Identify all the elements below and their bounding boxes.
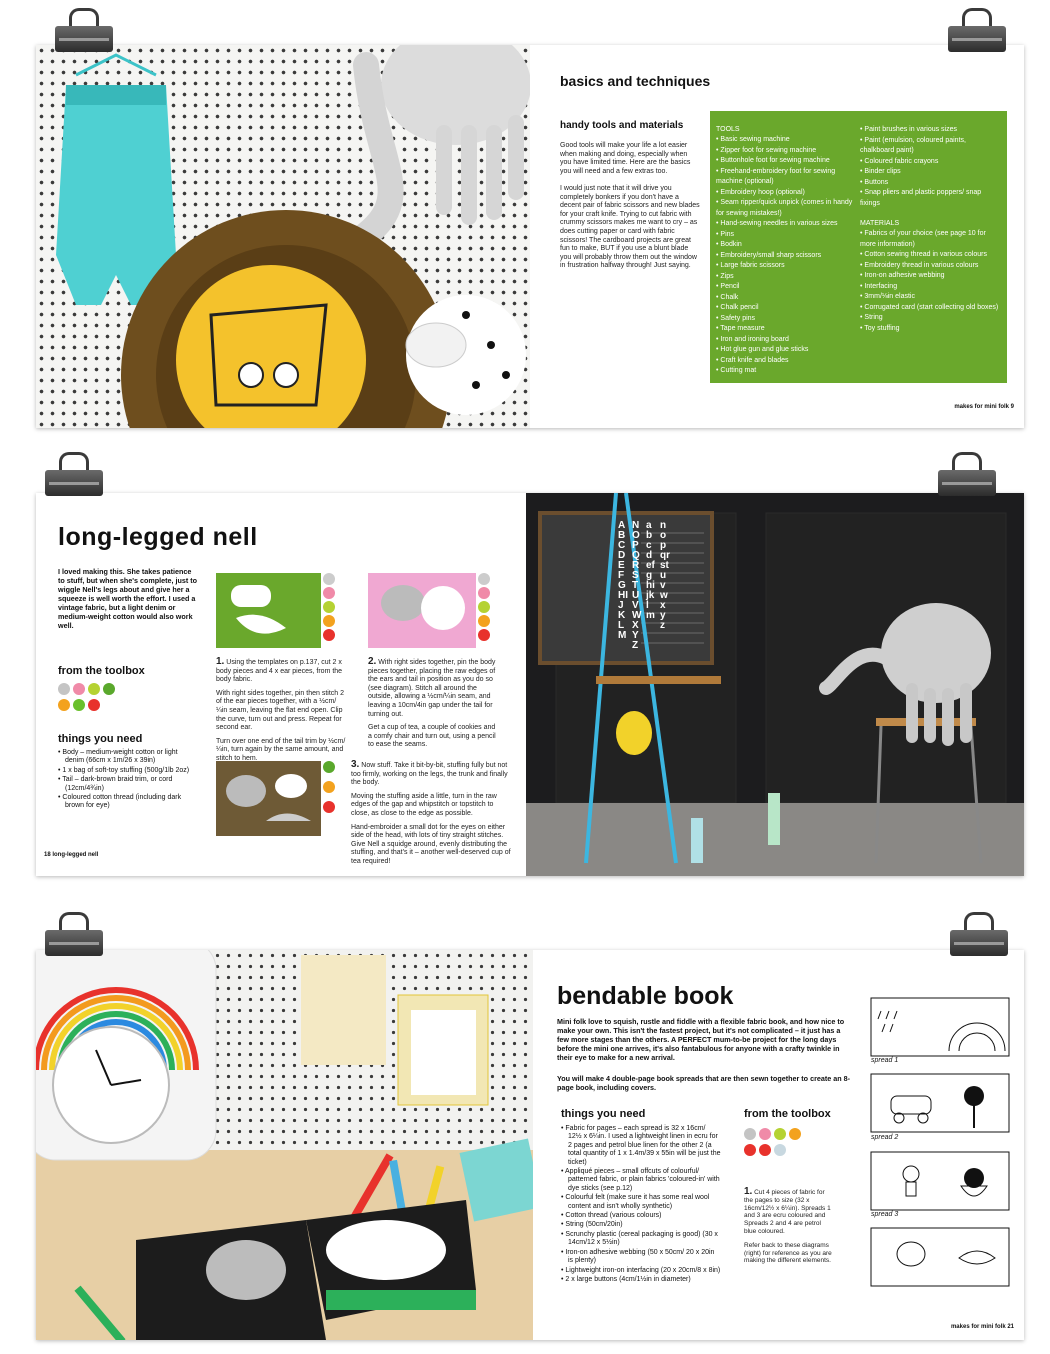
- chalk-column-4: nopqrstuvwxyz: [660, 520, 670, 631]
- spread-basics-and-techniques: [36, 45, 1024, 428]
- list-item: • Cutting mat: [716, 366, 856, 377]
- step-1: 1. Cut 4 pieces of fabric for the pages to size (32 x 16cm/12½ x 6¼in). Spreads 1 and 3 are ecru coloured and Spreads 2 and 4 are petrol blue coloured. Refer back to these diagrams (right) for reference as you are making the different elements.: [744, 1186, 832, 1265]
- page-bendable-book: [533, 950, 1024, 1340]
- intro-paragraph: Mini folk love to squish, rustle and fiddle with a flexible fabric book, and how nice to make your own. This isn't the fastest project, but it's not complicated – it just has a few more stages than the others. A PERFECT mum-to-be project for the long days before the mini one arrives, it's also fantabulous for anyone with a crafty twinkle in their eye to make for a new arrival.: [557, 1017, 845, 1062]
- tools-heading: TOOLS: [716, 126, 740, 133]
- section-heading: handy tools and materials: [560, 120, 684, 131]
- page-footer: 18 long-legged nell: [44, 852, 99, 858]
- list-item: • Embroidery/small sharp scissors: [716, 251, 856, 262]
- spread-diagrams: [869, 996, 1013, 1296]
- leaf-icon: [103, 683, 115, 695]
- list-item: • Chalk: [716, 293, 856, 304]
- list-item: • Buttonhole foot for sewing machine: [716, 156, 856, 167]
- binder-clip-left-3: [45, 912, 103, 957]
- spread-label-3: spread 3: [871, 1211, 899, 1218]
- intro-paragraph: I loved making this. She takes patience to stuff, but when she's complete, just to wiggle Nell's legs about and give her a squeeze is well worth the effort. I used a vintage fabric, but a light denim or medium-weight cotton would also work well.: [58, 567, 198, 630]
- list-item: • Corrugated card (start collecting old boxes): [860, 303, 1000, 314]
- list-item: • Lightweight iron-on interfacing (20 x 20cm/8 x 8in): [561, 1267, 721, 1275]
- list-item: • Coloured cotton thread (including dark brown for eye): [58, 794, 198, 811]
- page-title: basics and techniques: [560, 73, 711, 89]
- list-item: • Zipper foot for sewing machine: [716, 146, 856, 157]
- list-item: • Freehand-embroidery foot for sewing machine (optional): [716, 167, 856, 188]
- page-footer: makes for mini folk 9: [954, 404, 1014, 410]
- tools-box: [710, 111, 1007, 383]
- list-item: • Pins: [716, 230, 856, 241]
- toolbox-heading: from the toolbox: [744, 1108, 831, 1120]
- list-item: • Tape measure: [716, 324, 856, 335]
- list-item: • Iron and ironing board: [716, 335, 856, 346]
- photo-illustration: [36, 45, 530, 428]
- list-item: • Coloured fabric crayons: [860, 157, 1000, 168]
- list-item: • Fabrics of your choice (see page 10 for more information): [860, 229, 1000, 250]
- list-item: • Hot glue gun and glue sticks: [716, 345, 856, 356]
- tools-list: [716, 135, 856, 377]
- list-item: • Safety pins: [716, 314, 856, 325]
- list-item: • Paint brushes in various sizes: [860, 125, 1000, 136]
- pin-icon: [759, 1144, 771, 1156]
- spread-label-2: spread 2: [871, 1134, 899, 1141]
- star-icon: [774, 1144, 786, 1156]
- pin-icon: [88, 699, 100, 711]
- diagram-step3-icons: [323, 761, 337, 813]
- materials-heading: MATERIALS: [860, 220, 900, 227]
- list-item: • String: [860, 313, 1000, 324]
- spread-bendable-book: [36, 950, 1024, 1340]
- intro-paragraph: Good tools will make your life a lot easier when making and doing, especially when you have limited time. Here are the basics you will need and a few extras too.: [560, 142, 691, 175]
- toolbox-icons: [744, 1128, 839, 1156]
- list-item: • Cotton sewing thread in various colours: [860, 250, 1000, 261]
- list-item: • Appliqué pieces – small offcuts of colourful/ patterned fabric, or plain fabrics 'coloured-in' with dye sticks (see p.12): [561, 1168, 721, 1193]
- list-item: • Snap pliers and plastic poppers/ snap fixings: [860, 188, 1000, 209]
- chalk-column-3: abcdefghijklm: [646, 520, 655, 621]
- list-item: • Seam ripper/quick unpick (comes in handy for sewing mistakes!): [716, 198, 856, 219]
- list-item: • Iron-on adhesive webbing: [860, 271, 1000, 282]
- note-paragraph: I would just note that it will drive you completely bonkers if you don't have a decent pair of fabric scissors and new blades for your craft knife. Trying to cut fabric with crummy scissors makes me want to cry – as does cutting paper or card with fabric scissors! The cardboard projects are great fun to make, BUT if you use a blunt blade you will probably throw them out the window in frustration halfway through! Just saying.: [560, 185, 700, 270]
- chalk-column-1: ABCDEFGHIJKLM: [618, 520, 628, 641]
- step-1: 1. Using the templates on p.137, cut 2 x body pieces and 4 x ear pieces, from the body fabric. With right sides together, pin then stitch 2 of the ear pieces together, with a ½cm/¼in seam, leaving the flat end open. Clip the curve, turn out and press. Repeat for second ear. Turn over one end of the tail trim by ½cm/¼in, turn again by the same amount, and stitch to hem.: [216, 656, 346, 762]
- list-item: • Craft knife and blades: [716, 356, 856, 367]
- list-item: • Hand-sewing needles in various sizes: [716, 219, 856, 230]
- chalk-letters: [618, 521, 698, 653]
- chalk-column-2: NOPQRSTUVWXYZ: [632, 520, 642, 651]
- list-item: • Binder clips: [860, 167, 1000, 178]
- page-basics: [530, 45, 1024, 428]
- page-title: bendable book: [557, 982, 734, 1010]
- list-item: • Cotton thread (various colours): [561, 1212, 721, 1220]
- binder-clip-left-2: [45, 452, 103, 497]
- binder-clip-right-2: [938, 452, 996, 497]
- page-footer: makes for mini folk 21: [950, 1324, 1014, 1330]
- list-item: • Chalk pencil: [716, 303, 856, 314]
- scissors-icon: [744, 1128, 756, 1140]
- photo-illustration: [526, 493, 1024, 876]
- spread-long-legged-nell: [36, 493, 1024, 876]
- needs-list: [561, 1125, 721, 1285]
- list-item: • Paint (emulsion, coloured paints, chalkboard paint): [860, 136, 1000, 157]
- list-item: • Pencil: [716, 282, 856, 293]
- diagram-step1-icons: [323, 573, 337, 641]
- tape-icon: [789, 1128, 801, 1140]
- list-item: • Embroidery hoop (optional): [716, 188, 856, 199]
- tools-list-continued: [860, 125, 1000, 209]
- needs-heading: things you need: [58, 733, 143, 745]
- binder-clip-right-3: [950, 912, 1008, 957]
- list-item: • Large fabric scissors: [716, 261, 856, 272]
- intro-paragraph-2: You will make 4 double-page book spreads that are then sewn together to create an 8-page book, including covers.: [557, 1074, 851, 1092]
- binder-clip-right-1: [948, 8, 1006, 53]
- iron-icon: [744, 1144, 756, 1156]
- toolbox-icons: [58, 683, 168, 711]
- scissors-icon: [58, 683, 70, 695]
- list-item: • Colourful felt (make sure it has some real wool content and isn't wholly synthetic): [561, 1194, 721, 1211]
- iron-icon: [73, 699, 85, 711]
- page-title: long-legged nell: [58, 523, 258, 551]
- spread-sketches: [869, 996, 1013, 1296]
- list-item: • Iron-on adhesive webbing (50 x 50cm/ 20 x 20in is plenty): [561, 1249, 721, 1266]
- list-item: • Tail – dark-brown braid trim, or cord (12cm/4¾in): [58, 776, 198, 793]
- list-item: • Interfacing: [860, 282, 1000, 293]
- list-item: • 2 x large buttons (4cm/1½in in diameter): [561, 1276, 721, 1284]
- page-nell: [36, 493, 526, 876]
- list-item: • Body – medium-weight cotton or light denim (66cm x 1m/26 x 39in): [58, 749, 198, 766]
- tape-icon: [58, 699, 70, 711]
- binder-clip-left-1: [55, 8, 113, 53]
- list-item: • Zips: [716, 272, 856, 283]
- needs-list: [58, 749, 198, 812]
- toolbox-heading: from the toolbox: [58, 665, 145, 677]
- photo-illustration: [36, 950, 533, 1340]
- list-item: • Basic sewing machine: [716, 135, 856, 146]
- diagram-step1: [216, 573, 321, 648]
- list-item: • Buttons: [860, 178, 1000, 189]
- list-item: • Fabric for pages – each spread is 32 x 16cm/ 12½ x 6¼in. I used a lightweight linen in ecru for 2 pages and petrol blue linen for the other 2 (a total quantity of 1 x 1.4m/39 x 55in will be just the ticket): [561, 1125, 721, 1167]
- diagram-step3: [216, 761, 321, 836]
- needs-heading: things you need: [561, 1108, 646, 1120]
- photo-clock-fabric-book: [36, 950, 533, 1340]
- thread-icon: [73, 683, 85, 695]
- step-3: 3. Now stuff. Take it bit-by-bit, stuffing fully but not too firmly, working on the legs, the trunk and finally the body. Moving the stuffing aside a little, turn in the raw edges of the gap and whipstitch or topstitch to close, as close to the edge as possible. Hand-embroider a small dot for the eyes on either side of the head, with lots of tiny straight stitches. Give Nell a squidge around, evenly distributing the stuffing, and that's it – another well-deserved cup of tea required!: [351, 759, 511, 865]
- list-item: • Embroidery thread in various colours: [860, 261, 1000, 272]
- diagram-step2-icons: [478, 573, 492, 641]
- diagram-step2: [368, 573, 476, 648]
- list-item: • Scrunchy plastic (cereal packaging is good) (30 x 14cm/12 x 5½in): [561, 1231, 721, 1248]
- materials-list: [860, 229, 1000, 334]
- thread-icon: [759, 1128, 771, 1140]
- step-2: 2. With right sides together, pin the body pieces together, placing the raw edges of the ears and tail in position as you do so (see diagram). Stitch all around the outside, allowing a ½cm/¼in seam, and leaving a 10cm/4in gap under the tail for turning out. Get a cup of tea, a couple of cookies and a comfy chair and turn out, using a pencil to ease the seams.: [368, 656, 496, 749]
- sewing-machine-icon: [88, 683, 100, 695]
- list-item: • 1 x bag of soft-toy stuffing (500g/1lb 2oz): [58, 767, 198, 775]
- photo-chalkboard-elephant: [526, 493, 1024, 876]
- spread-label-1: spread 1: [871, 1057, 899, 1064]
- photo-pegboard-lion: [36, 45, 530, 428]
- list-item: • String (50cm/20in): [561, 1221, 721, 1229]
- list-item: • Bodkin: [716, 240, 856, 251]
- list-item: • 3mm/⅛in elastic: [860, 292, 1000, 303]
- list-item: • Toy stuffing: [860, 324, 1000, 335]
- sewing-machine-icon: [774, 1128, 786, 1140]
